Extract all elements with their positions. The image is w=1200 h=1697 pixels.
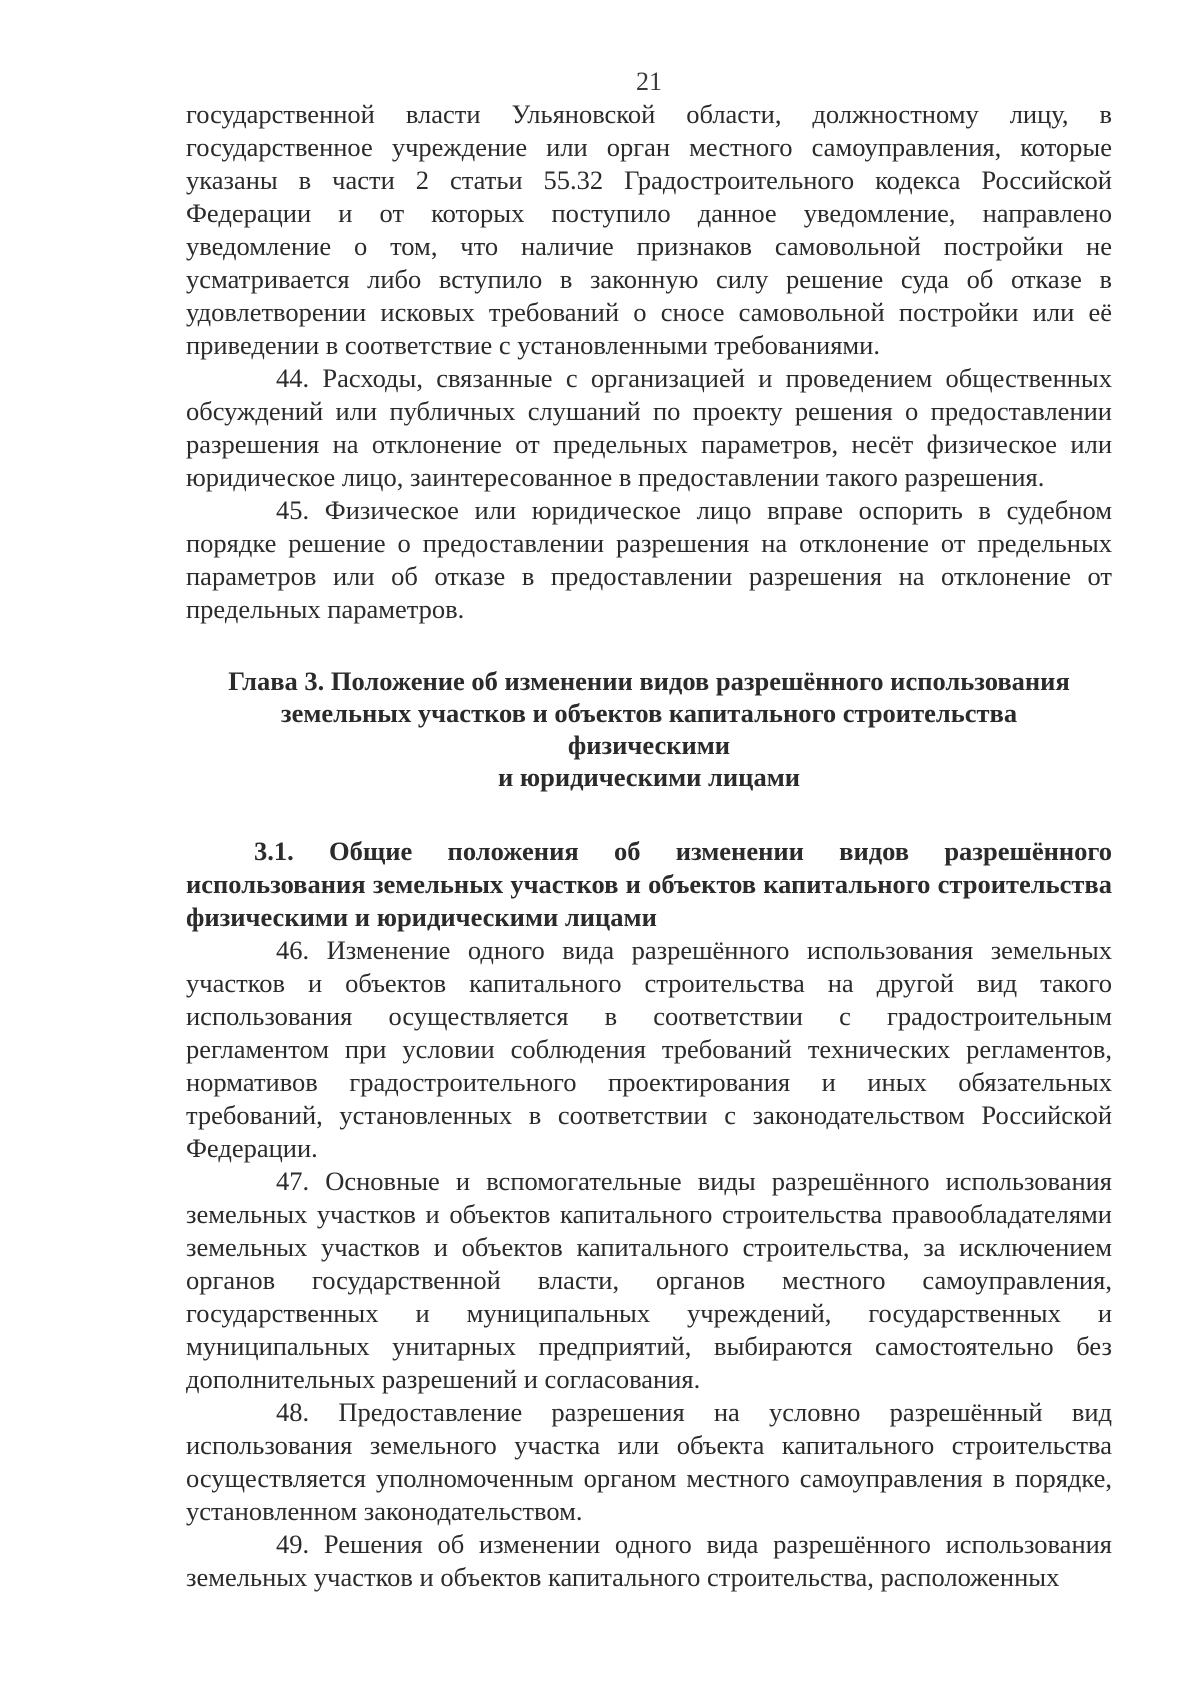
- section-heading: 3.1. Общие положения об изменении видов разрешённого использования земельных участков и объектов капитального строительства физическими и юридическими лицами: [186, 836, 1112, 932]
- chapter-title-line: физическими: [567, 730, 731, 760]
- chapter-title-line: и юридическими лицами: [497, 762, 801, 792]
- paragraph-49: 49. Решения об изменении одного вида разрешённого использования земельных участков и объектов капитального строительства, расположенных: [186, 1529, 1112, 1592]
- paragraph-47: 47. Основные и вспомогательные виды разрешённого использования земельных участков и объектов капитального строительства правообладателями земельных участков и объектов капитального строительства, за исключением органов государственной власти, органов местного самоуправления, государственных и муниципальных учреждений, государственных и муниципальных унитарных предприятий, выбираются самостоятельно без дополнительных разрешений и согласования.: [186, 1166, 1112, 1394]
- chapter-title: [186, 665, 1112, 793]
- body-text-top: [186, 98, 1112, 626]
- body-text-bottom: [186, 934, 1112, 1594]
- paragraph-48: 48. Предоставление разрешения на условно разрешённый вид использования земельного участка или объекта капитального строительства осуществляется уполномоченным органом местного самоуправления в порядке, установленном законодательством.: [186, 1397, 1112, 1526]
- paragraph-45: 45. Физическое или юридическое лицо вправе оспорить в судебном порядке решение о предоставлении разрешения на отклонение от предельных параметров или об отказе в предоставлении разрешения на отклонение от предельных параметров.: [186, 495, 1112, 624]
- chapter-title-line: Глава 3. Положение об изменении видов разрешённого использования: [228, 666, 1070, 696]
- paragraph-46: 46. Изменение одного вида разрешённого использования земельных участков и объектов капитального строительства на другой вид такого использования осуществляется в соответствии с градостроительным регламентом при условии соблюдения требований технических регламентов, нормативов градостроительного проектирования и иных обязательных требований, установленных в соответствии с законодательством Российской Федерации.: [186, 935, 1112, 1163]
- paragraph-continuation: государственной власти Ульяновской области, должностному лицу, в государственное учреждение или орган местного самоуправления, которые указаны в части 2 статьи 55.32 Градостроительного кодекса Российской Федерации и от которых поступило данное уведомление, направлено уведомление о том, что наличие признаков самовольной постройки не усматривается либо вступило в законную силу решение суда об отказе в удовлетворении исковых требований о сносе самовольной постройки или её приведении в соответствие с установленными требованиями.: [186, 99, 1112, 360]
- page-number: 21: [636, 67, 662, 96]
- paragraph-44: 44. Расходы, связанные с организацией и проведением общественных обсуждений или публичных слушаний по проекту решения о предоставлении разрешения на отклонение от предельных параметров, несёт физическое или юридическое лицо, заинтересованное в предоставлении такого разрешения.: [186, 363, 1112, 492]
- chapter-title-line: земельных участков и объектов капитального строительства: [280, 698, 1018, 728]
